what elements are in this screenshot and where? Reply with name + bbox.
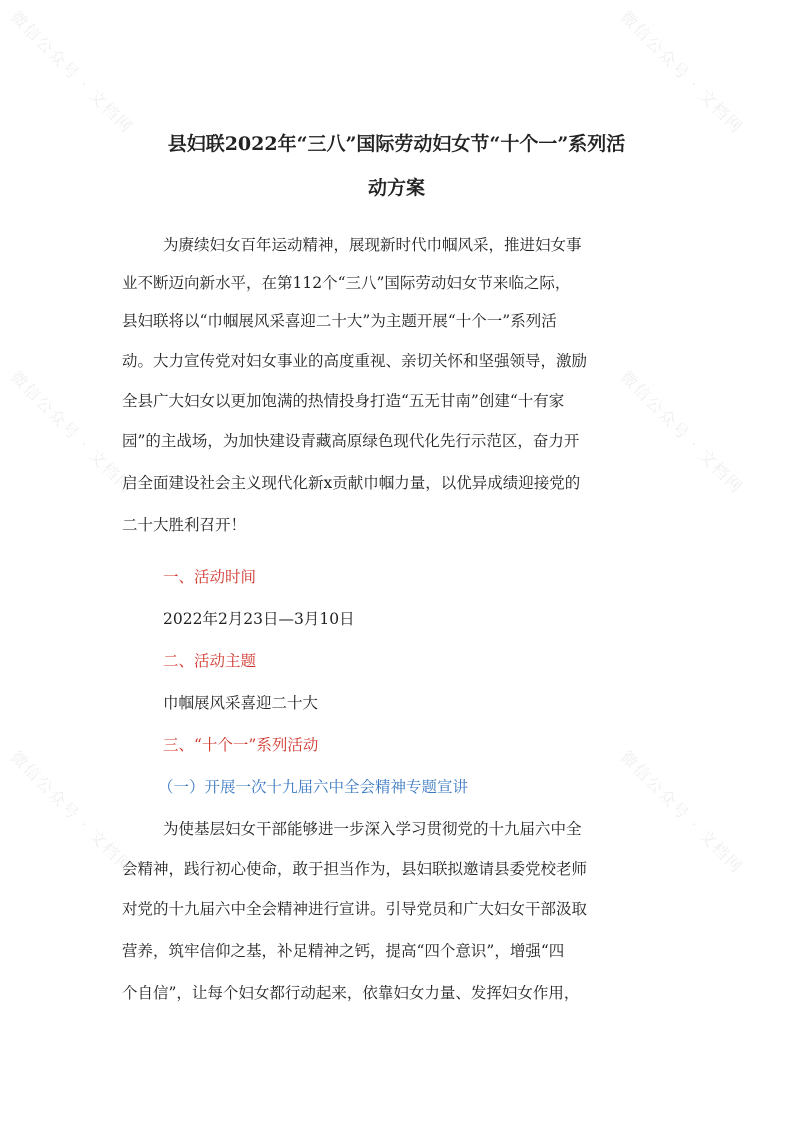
intro-line: 为赓续妇女百年运动精神，展现新时代巾帼风采，推进妇女事 xyxy=(163,236,582,254)
intro-line: 县妇联将以“巾帼展风采喜迎二十大”为主题开展“十个一”系列活 xyxy=(122,312,557,330)
body-line: 对党的十九届六中全会精神进行宣讲。引导党员和广大妇女干部汲取 xyxy=(122,900,588,918)
watermark: 微信公众号 · 文档网 xyxy=(6,747,138,878)
watermark: 微信公众号 · 文档网 xyxy=(616,367,748,498)
intro-line: 启全面建设社会主义现代化新x贡献巾帼力量，以优异成绩迎接党的 xyxy=(122,474,581,492)
watermark: 微信公众号 · 文档网 xyxy=(616,747,748,878)
intro-line: 园”的主战场，为加快建设青藏高原绿色现代化先行示范区，奋力开 xyxy=(122,432,580,450)
watermark: 微信公众号 · 文档网 xyxy=(6,367,138,498)
watermark: 微信公众号 · 文档网 xyxy=(6,7,138,138)
watermark: 微信公众号 · 文档网 xyxy=(616,7,748,138)
subsection-heading-1: （一）开展一次十九届六中全会精神专题宣讲 xyxy=(158,778,469,796)
intro-line: 动。大力宣传党对妇女事业的高度重视、亲切关怀和坚强领导，激励 xyxy=(122,352,588,370)
section-heading-time: 一、活动时间 xyxy=(163,568,257,586)
intro-line: 业不断迈向新水平，在第112个“三八”国际劳动妇女节来临之际， xyxy=(122,274,571,292)
section-heading-activities: 三、“十个一”系列活动 xyxy=(163,736,319,754)
intro-line: 全县广大妇女以更加饱满的热情投身打造“五无甘南”创建“十有家 xyxy=(122,392,565,410)
body-line: 个自信”，让每个妇女都行动起来，依靠妇女力量、发挥妇女作用， xyxy=(122,984,580,1002)
document-title-line-1: 县妇联2022年“三八”国际劳动妇女节“十个一”系列活 xyxy=(167,133,626,155)
document-title-line-2: 动方案 xyxy=(367,177,425,199)
body-line: 会精神，践行初心使命，敢于担当作为，县妇联拟邀请县委党校老师 xyxy=(122,860,588,878)
section-body-time: 2022年2月23日—3月10日 xyxy=(163,610,355,628)
body-line: 营养，筑牢信仰之基，补足精神之钙，提高“四个意识”，增强“四 xyxy=(122,942,565,960)
section-heading-theme: 二、活动主题 xyxy=(163,652,257,670)
body-line: 为使基层妇女干部能够进一步深入学习贯彻党的十九届六中全 xyxy=(163,820,582,838)
section-body-theme: 巾帼展风采喜迎二十大 xyxy=(163,694,319,712)
intro-line: 二十大胜利召开！ xyxy=(122,516,247,534)
